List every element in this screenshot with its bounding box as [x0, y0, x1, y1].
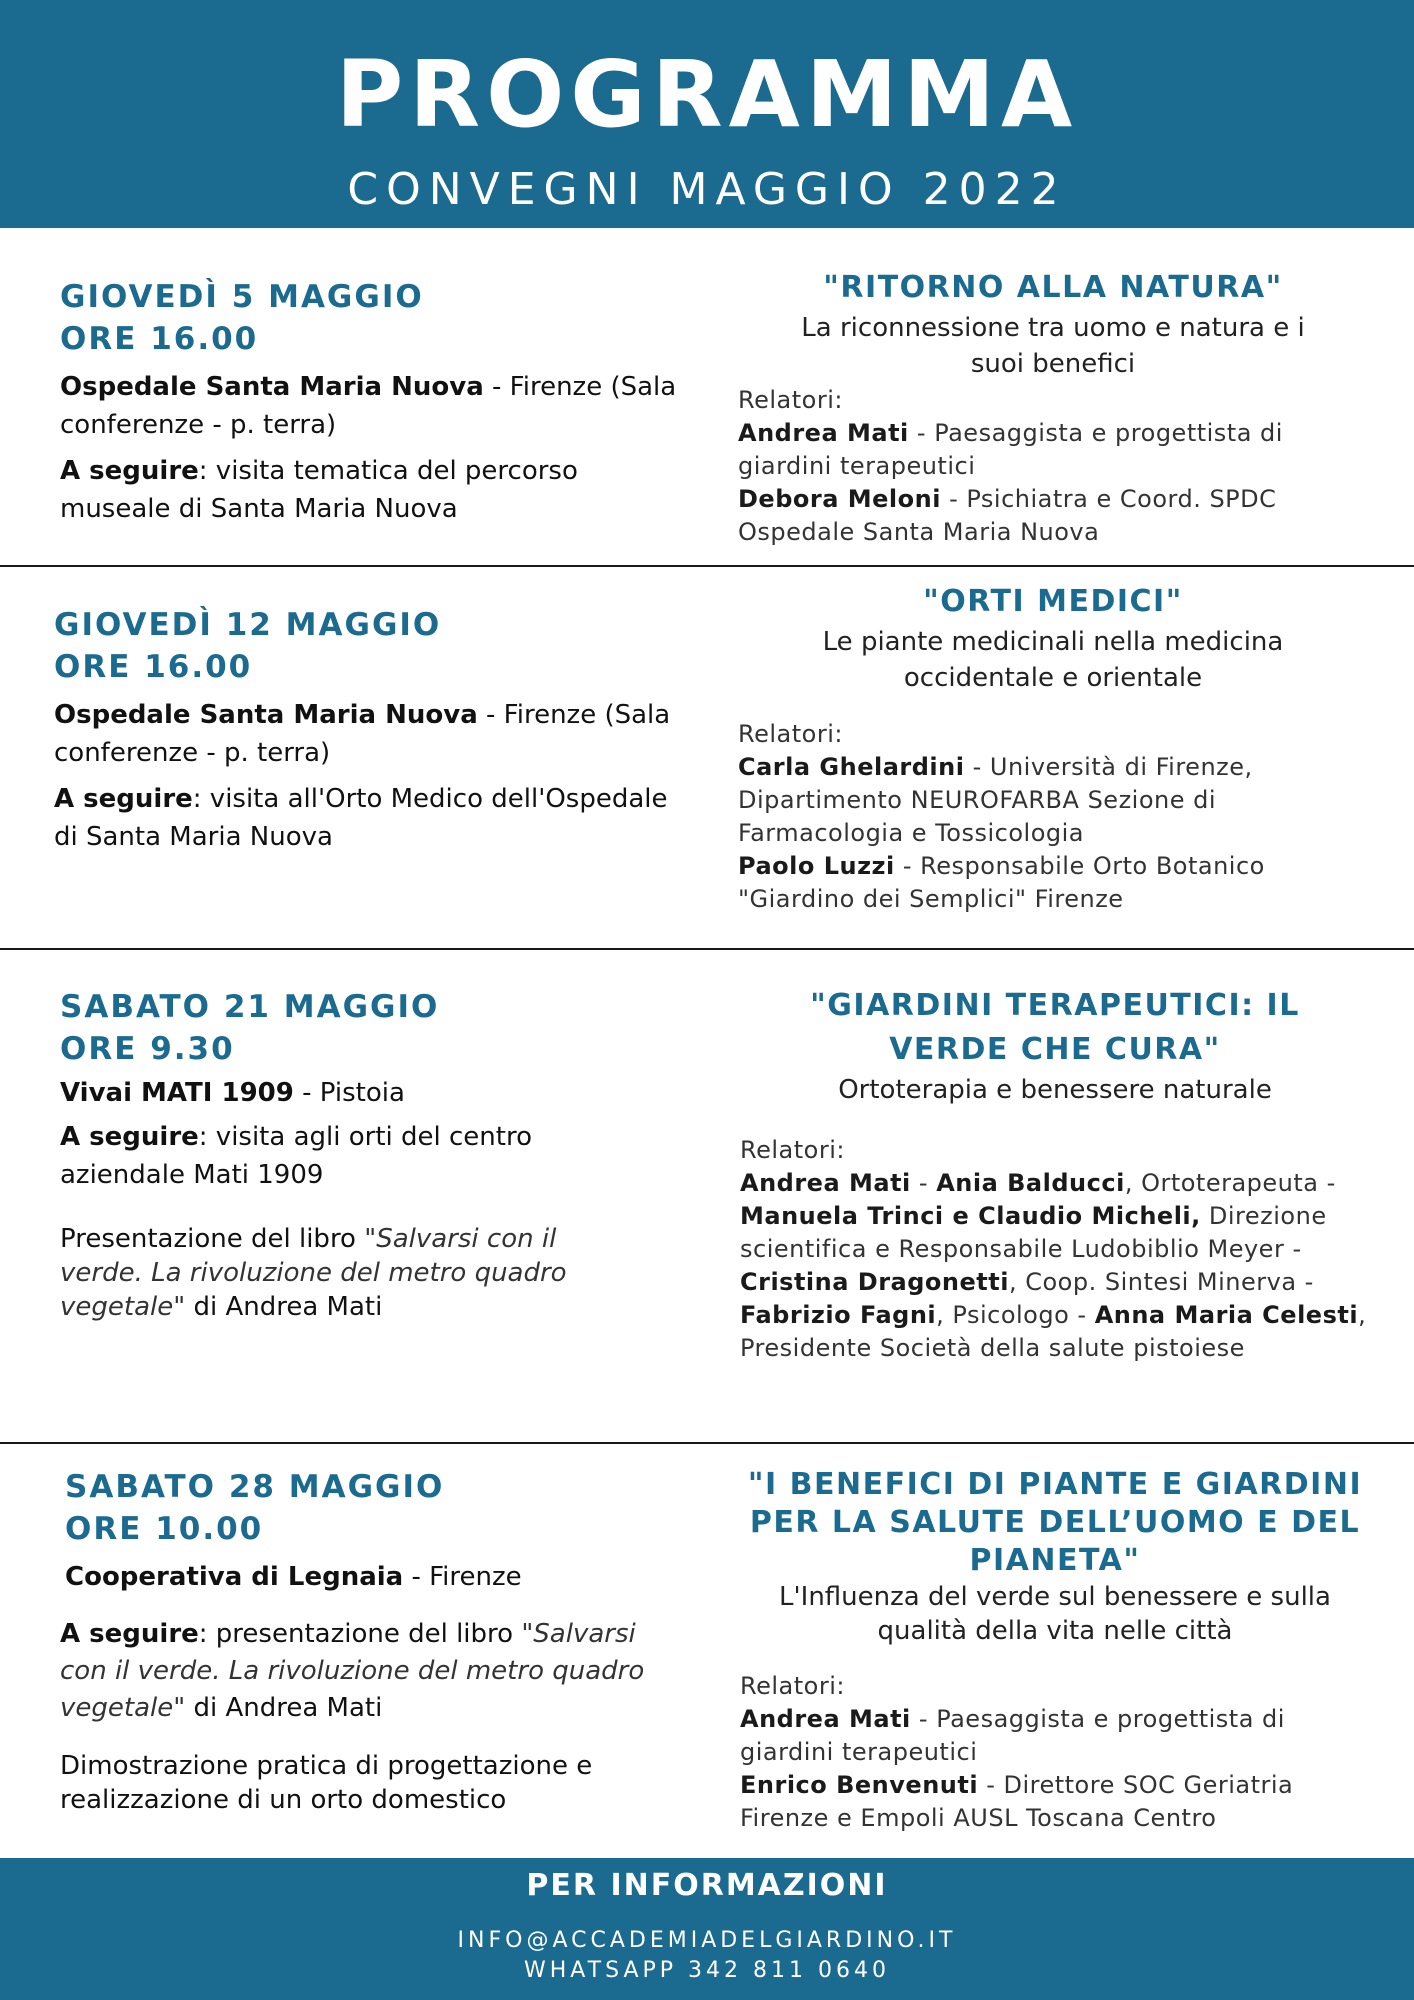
- page-title: PROGRAMMA: [335, 41, 1079, 148]
- event-1-speaker-2: Debora Meloni - Psichiatra e Coord. SPDC Ospedale Santa Maria Nuova: [738, 485, 1277, 546]
- footer-banner: [0, 1858, 1414, 2000]
- divider-1: [0, 565, 1414, 567]
- footer-phone[interactable]: WHATSAPP 342 811 0640: [524, 1958, 890, 1983]
- event-2-time: ORE 16.00: [54, 649, 253, 685]
- header-banner: [0, 0, 1414, 228]
- event-3-talk: [740, 984, 1370, 1365]
- event-3-title: "GIARDINI TERAPEUTICI: IL VERDE CHE CURA": [810, 988, 1300, 1067]
- event-3-time: ORE 9.30: [60, 1031, 235, 1067]
- event-4-venue: Cooperativa di Legnaia - Firenze: [65, 1562, 522, 1592]
- event-2-speaker-2: Paolo Luzzi - Responsabile Orto Botanico "Giardino dei Semplici" Firenze: [738, 852, 1265, 913]
- event-4-title: "I BENEFICI DI PIANTE E GIARDINI PER LA SALUTE DELL’UOMO E DEL PIANETA": [747, 1467, 1363, 1578]
- event-4-time: ORE 10.00: [65, 1511, 264, 1547]
- footer-title: PER INFORMAZIONI: [526, 1868, 888, 1903]
- event-4-talk: [740, 1466, 1370, 1835]
- event-2-title: "ORTI MEDICI": [923, 584, 1183, 619]
- event-2-relatori-label: Relatori:: [738, 720, 843, 748]
- event-1-follow: A seguire: visita tematica del percorso museale di Santa Maria Nuova: [60, 456, 578, 524]
- event-1-speaker-1: Andrea Mati - Paesaggista e progettista di giardini terapeutici: [738, 419, 1283, 480]
- page-subtitle: CONVEGNI MAGGIO 2022: [347, 164, 1067, 215]
- divider-2: [0, 948, 1414, 950]
- event-1-subtitle: La riconnessione tra uomo e natura e i suoi benefici: [801, 313, 1305, 379]
- event-4-relatori-label: Relatori:: [740, 1672, 845, 1700]
- event-1-time: ORE 16.00: [60, 321, 259, 357]
- divider-3: [0, 1442, 1414, 1444]
- event-3-venue: Vivai MATI 1909 - Pistoia: [60, 1078, 405, 1108]
- event-4-demo: Dimostrazione pratica di progettazione e realizzazione di un orto domestico: [60, 1751, 593, 1815]
- event-2-subtitle: Le piante medicinali nella medicina occidentale e orientale: [822, 627, 1284, 693]
- event-2-speaker-1: Carla Ghelardini - Università di Firenze, Dipartimento NEUROFARBA Sezione di Farmacologia e Tossicologia: [738, 753, 1253, 847]
- event-3-speakers: Andrea Mati - Ania Balducci, Ortoterapeuta - Manuela Trinci e Claudio Micheli, Direzione scientifica e Responsabile Ludobiblio Meyer - Cristina Dragonetti, Coop. Sintesi Minerva - Fabrizio Fagni, Psicologo - Anna Maria Celesti, Presidente Società della salute pistoiese: [740, 1169, 1367, 1362]
- event-1-talk: [738, 266, 1368, 549]
- event-4-subtitle: L'Influenza del verde sul benessere e sulla qualità della vita nelle città: [779, 1582, 1331, 1646]
- event-1-day: GIOVEDÌ 5 MAGGIO: [60, 279, 424, 315]
- event-3-subtitle: Ortoterapia e benessere naturale: [838, 1075, 1272, 1105]
- event-1-venue: Ospedale Santa Maria Nuova - Firenze (Sala conferenze - p. terra): [60, 372, 677, 440]
- event-3-details: [60, 986, 620, 1324]
- event-3-relatori-label: Relatori:: [740, 1136, 845, 1164]
- event-2-day: GIOVEDÌ 12 MAGGIO: [54, 607, 442, 643]
- event-4-day: SABATO 28 MAGGIO: [65, 1469, 445, 1505]
- event-4-speaker-1: Andrea Mati - Paesaggista e progettista di giardini terapeutici: [740, 1705, 1285, 1766]
- event-1-details: [60, 276, 690, 528]
- event-4-details: [60, 1466, 690, 1817]
- footer-email[interactable]: INFO@ACCADEMIADELGIARDINO.IT: [457, 1928, 957, 1953]
- event-2-details: [54, 604, 684, 856]
- event-4-follow: A seguire: presentazione del libro "Salvarsi con il verde. La rivoluzione del metro quadro vegetale" di Andrea Mati: [60, 1619, 645, 1723]
- event-2-follow: A seguire: visita all'Orto Medico dell'Ospedale di Santa Maria Nuova: [54, 784, 668, 852]
- event-2-venue: Ospedale Santa Maria Nuova - Firenze (Sala conferenze - p. terra): [54, 700, 671, 768]
- event-4-speaker-2: Enrico Benvenuti - Direttore SOC Geriatria Firenze e Empoli AUSL Toscana Centro: [740, 1771, 1294, 1832]
- event-3-follow: A seguire: visita agli orti del centro aziendale Mati 1909: [60, 1122, 532, 1190]
- event-3-day: SABATO 21 MAGGIO: [60, 989, 440, 1025]
- event-1-relatori-label: Relatori:: [738, 386, 843, 414]
- event-3-book: Presentazione del libro "Salvarsi con il verde. La rivoluzione del metro quadro vegetale" di Andrea Mati: [60, 1224, 567, 1322]
- event-1-title: "RITORNO ALLA NATURA": [823, 270, 1283, 305]
- event-2-talk: [738, 580, 1368, 916]
